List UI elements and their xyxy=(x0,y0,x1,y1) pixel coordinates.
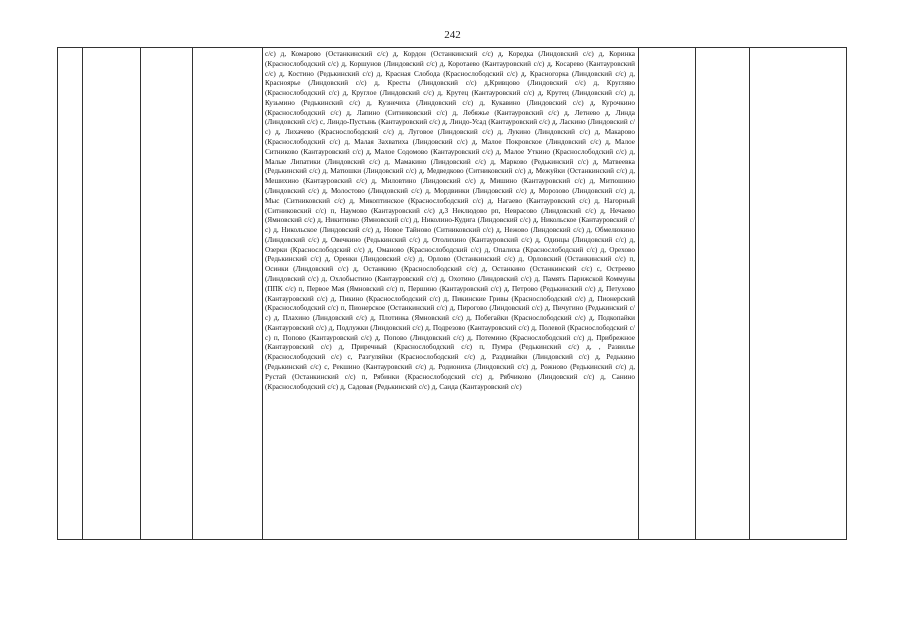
column-divider-3 xyxy=(192,48,193,539)
column-divider-2 xyxy=(140,48,141,539)
column-divider-5 xyxy=(638,48,639,539)
column-divider-7 xyxy=(749,48,750,539)
column-divider-4 xyxy=(262,48,263,539)
page-number: 242 xyxy=(444,29,461,41)
document-table xyxy=(57,47,847,540)
column-divider-6 xyxy=(695,48,696,539)
settlements-list-cell: с/с) д, Комарово (Останкинский с/с) д, Кордон (Останкинский с/с) д, Коредка (Линдовский с/с) д, Коринка (Краснослободский с/с) д, Коршунов (Линдовский с/с) д, Коротаево (Кантауровский с/с) д, Косарево (Кантауровский с/с) д, Костино (Редькинский с/с) д, Красная Слобода (Краснослободский с/с) д, Красногорка (Линдовский с/с) д, Красноярье (Линдовский с/с) д, Кресты (Линдовский с/с) д,Кривцово (Линдовский с/с) д, Кругляво (Краснослободский с/с) д, Круглое (Линдовский с/с) д, Крутец (Кантауровский с/с) д, Крутец (Линдовский с/с) д, Кузьмино (Редькинский с/с) д, Кузнечиха (Линдовский с/с) д, Кукавино (Линдовский с/с) д, Курочкино (Краснослободский с/с) д, Лапино (Ситниковский с/с) д, Лебяжье (Кантауровский с/с) д, Летнево д, Линда (Линдовский с/с) с, Линдо-Пустынь (Кантауровский с/с) д, Линдо-Усад (Кантауровский с/с) д, Ласкино (Линдовский с/с) д, Лихачево (Краснослободский с/с) д, Луговое (Линдовский с/с) д, Лукино (Линдовский с/с) д, Макарово (Краснослободский с/с) д, Малая Захватиха (Линдовский с/с) д, Малое Покровское (Линдовский с/с) д, Малое Ситниково (Кантауровский с/с) д, Малое Содомово (Кантауровский с/с) д, Малое Уткино (Краснослободский с/с) д, Малые Липатики (Линдовский с/с) д, Мамакино (Линдовский с/с) д, Марково (Редькинский с/с) д, Матвеевка (Редькинский с/с) д, Матюшки (Линдовский с/с) д, Медведково (Ситниковский с/с) д, Межуйки (Останкинский с/с) д, Мешихино (Кантауровский с/с) д, Миловтино (Линдовский с/с) д, Мишино (Кантауровский с/с) д, Митюшино (Линдовский с/с) д, Молостово (Линдовский с/с) д, Мордвинки (Линдовский с/с) д, Морозово (Линдовский с/с) д, Мыс (Ситниковский с/с) д, Микоптинское (Краснослободский с/с) д, Нагаево (Кантауровский с/с) д, Нагорный (Ситниковский с/с) п, Наумово (Кантауровский с/с) д,З Неклюдово рп, Неврасово (Линдовский с/с) д, Нечаево (Ямновский с/с) д, Никитинко (Ямновский с/с) д, Николино-Кудига (Линдовский с/с) д, Никольское (Кантауровский с/с) д, Никольское (Линдовский с/с) д, Новое Тайново (Ситниковский с/с) д, Нежово (Линдовский с/с) д, Обмелюкино (Линдовский с/с) д, Овечкино (Редькинский с/с) д, Отолихино (Кантауровский с/с) д, Одинцы (Линдовский с/с) д, Озерки (Краснослободский с/с) д, Оманово (Краснослободский с/с) д, Опалиха (Краснослободский с/с) д, Орехово (Редькинский с/с) д, Оренки (Линдовский с/с) д, Орлово (Останкинский с/с) д, Орловский (Останкинский с/с) п, Осинки (Линдовский с/с) д, Останкино (Краснослободский с/с) д, Останкино (Останкинский с/с) с, Остреево (Линдовский с/с) д, Охлобыстино (Кантауровский с/с) д, Охотино (Линдовский с/с) д, Память Парижской Коммуны (ППК с/с) п, Первое Мая (Ямновский с/с) п, Першино (Кантауровский с/с) д, Петрово (Редькинский с/с) д, Петухово (Кантауровский с/с) д, Пикино (Краснослободский с/с) д, Пикинские Гривы (Краснослободский с/с) д, Пионерский (Краснослободский с/с) п, Пионерское (Останкинский с/с) д, Пирогово (Линдовский с/с) д, Пичугино (Редькинский с/с) д, Плахино (Линдовский с/с) д, Плотинка (Ямновский с/с) д, Побегайки (Краснослободский с/с) д, Подкопайки (Кантауровский с/с) д, Подлужки (Линдовский с/с) д, Подрезово (Кантауровский с/с) д, Полевой (Краснослободский с/с) п, Попово (Кантауровский с/с) д, Попово (Линдовский с/с) д, Потемино (Краснослободский с/с) д, Прибрежное (Кантауровский с/с) д, Приречный (Краснослободский с/с) п, Пумра (Редькинский с/с) д, , Развилье (Краснослободский с/с) с, Разгуляйки (Краснослободский с/с) д, Раздвиайки (Линдовский с/с) д, Редькино (Редькинский с/с) с, Рекшино (Кантауровский с/с) д, Родиониха (Линдовский с/с) д, Рожново (Редькинский с/с) д, Рустай (Останкинский с/с) п, Рябинки (Краснослободский с/с) д, Рябчиково (Линдовский с/с) д, Санино (Краснослободский с/с) д, Садовая (Редькинский с/с) д, Саида (Кантауровский с/с) xyxy=(265,50,635,391)
column-divider-1 xyxy=(82,48,83,539)
